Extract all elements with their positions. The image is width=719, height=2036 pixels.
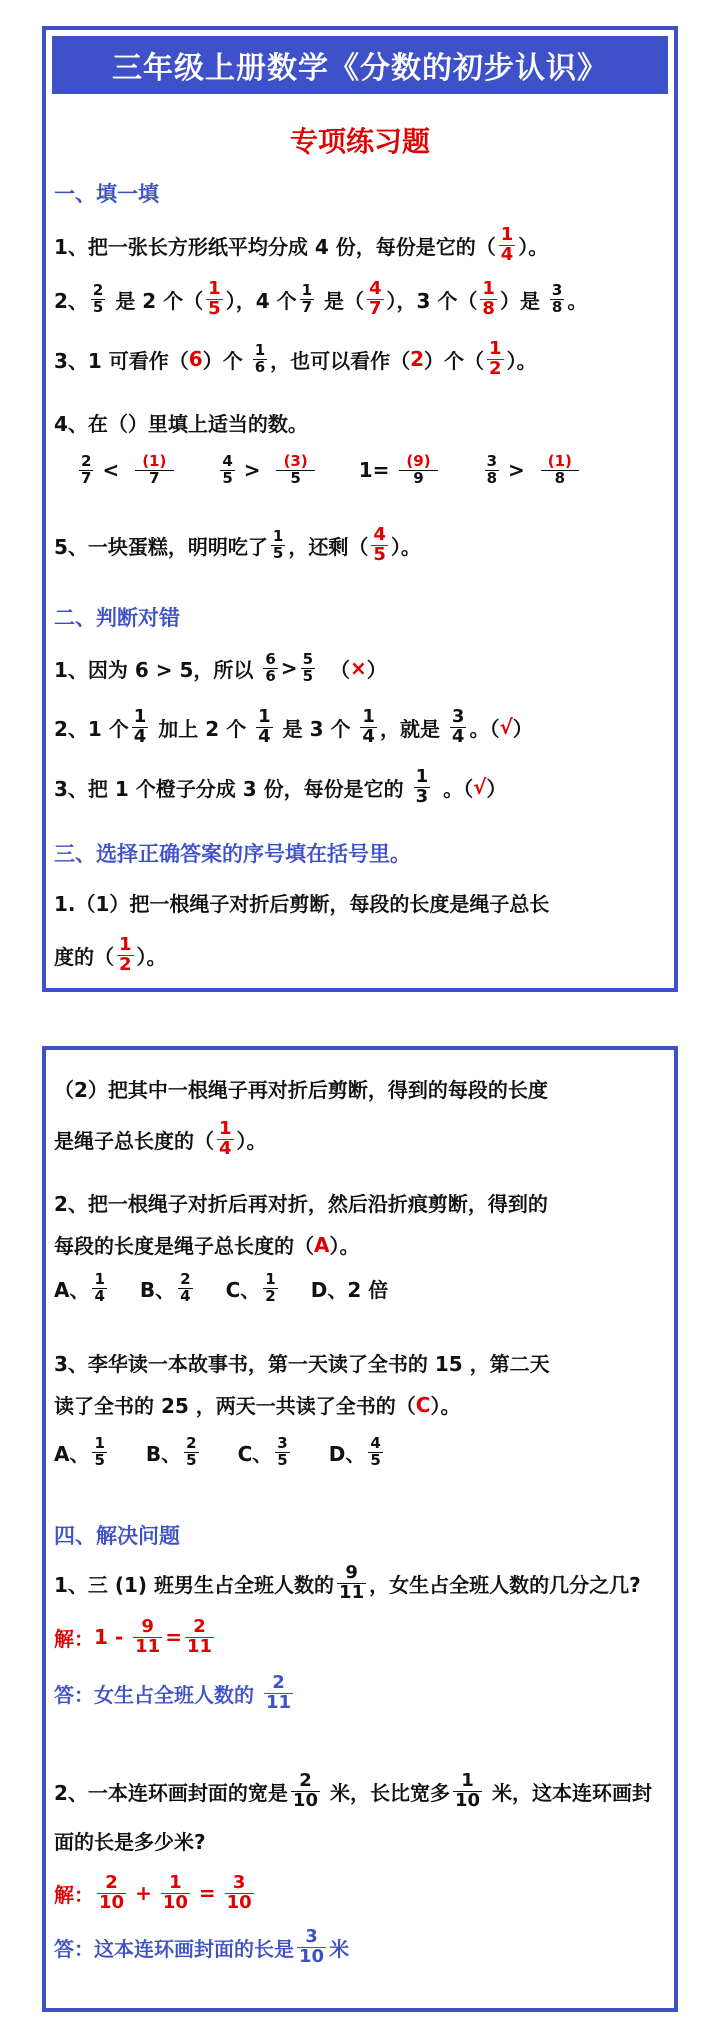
answer-fraction <box>270 454 322 487</box>
denominator: 7 <box>369 297 382 319</box>
denominator: 7 <box>81 468 92 487</box>
option-label: A、 <box>54 1277 90 1302</box>
question-text: 米，这本连环画封 <box>485 1780 652 1805</box>
fraction <box>550 283 564 316</box>
numerator: 1 <box>461 1770 474 1791</box>
denominator: 2 <box>489 357 502 379</box>
denominator: 3 <box>415 785 429 807</box>
denominator: 7 <box>301 297 313 316</box>
solve-question-2-solution <box>54 1874 666 1913</box>
fraction <box>184 1436 198 1469</box>
fraction <box>453 1772 482 1811</box>
question-text: ），4 个 <box>225 288 297 313</box>
answer-value: C <box>415 1392 431 1417</box>
numerator: 2 <box>272 1672 285 1693</box>
fraction <box>337 1564 366 1603</box>
numerator: 1 <box>415 766 429 787</box>
question-text: 是绳子总长度的（ <box>54 1128 214 1153</box>
fraction <box>79 454 93 487</box>
worksheet-card-1 <box>42 26 678 992</box>
fraction <box>300 283 314 316</box>
numerator: 1 <box>219 1118 232 1139</box>
denominator: 5 <box>92 297 104 316</box>
fraction <box>297 1928 326 1967</box>
numerator: 1 <box>362 706 375 727</box>
option-label: C、 <box>237 1441 273 1466</box>
numerator: 2 <box>105 1872 118 1893</box>
section-heading-fill: 一、填一填 <box>54 182 159 206</box>
answer-fraction <box>371 526 388 565</box>
numerator: 2 <box>81 452 92 470</box>
question-text: 5、一块蛋糕，明明吃了 <box>54 534 268 559</box>
choice-question-2-line-2 <box>54 1230 666 1259</box>
denominator: 5 <box>186 1450 197 1469</box>
numerator: 1 <box>94 1270 105 1288</box>
fraction <box>133 1618 162 1657</box>
fraction <box>132 708 149 747</box>
question-text: 读了全书的 25 ，两天一共读了全书的（ <box>54 1394 416 1418</box>
question-text: 是 2 个（ <box>108 288 204 313</box>
option-d <box>311 1274 388 1303</box>
answer-fraction <box>487 340 504 379</box>
numerator: 3 <box>277 1434 288 1452</box>
solve-question-1-solution <box>54 1618 666 1657</box>
question-text: 度的（ <box>54 944 114 969</box>
fill-question-4 <box>54 408 666 437</box>
numerator: 1 <box>265 1270 276 1288</box>
fraction <box>256 708 273 747</box>
fill-question-2 <box>54 280 666 319</box>
numerator: 4 <box>370 1434 381 1452</box>
denominator: 4 <box>94 1286 105 1305</box>
question-text: 面的长是多少米? <box>54 1830 206 1854</box>
option-c <box>226 1272 281 1305</box>
question-text: ） <box>486 776 507 801</box>
numerator: 3 <box>551 281 563 300</box>
numerator: (1) <box>142 452 167 470</box>
answer-fraction <box>117 936 134 975</box>
question-text: ）是 <box>499 288 547 313</box>
fraction <box>271 529 285 562</box>
numerator: 3 <box>451 706 465 727</box>
fraction <box>360 708 377 747</box>
denominator: 10 <box>162 1891 188 1913</box>
operator: > <box>508 458 525 483</box>
question-text: ）个 <box>202 348 250 373</box>
denominator: 8 <box>541 470 579 487</box>
numerator: 1 <box>94 1434 105 1452</box>
question-text: 3、李华读一本故事书，第一天读了全书的 15 ，第二天 <box>54 1352 550 1376</box>
solve-question-1 <box>54 1564 666 1603</box>
option-label: D、2 倍 <box>310 1277 389 1302</box>
fraction <box>161 1874 190 1913</box>
option-c <box>238 1436 293 1469</box>
comparison-item <box>76 454 183 487</box>
denominator: 11 <box>186 1635 213 1657</box>
question-text: 1、把一张长方形纸平均分成 4 份，每份是它的（ <box>54 234 496 259</box>
question-text: 1、三 (1) 班男生占全班人数的 <box>54 1572 335 1597</box>
fill-question-3 <box>54 340 666 379</box>
comparison-item <box>217 454 324 487</box>
denominator: 10 <box>454 1789 481 1811</box>
fraction <box>185 1618 214 1657</box>
solve-question-1-answer <box>54 1674 666 1713</box>
denominator: 11 <box>339 1581 365 1603</box>
judge-question-3 <box>54 768 666 807</box>
question-text: 2、一本连环画封面的宽是 <box>54 1780 288 1805</box>
fraction <box>97 1874 126 1913</box>
numerator: 2 <box>186 1434 197 1452</box>
fraction <box>485 454 499 487</box>
numerator: 1 <box>119 934 132 955</box>
answer-fraction <box>128 454 180 487</box>
numerator: 1 <box>169 1872 182 1893</box>
question-text: ，女生占全班人数的几分之几? <box>369 1572 641 1597</box>
numerator: 1 <box>489 338 502 359</box>
fraction <box>264 1674 293 1713</box>
denominator: 5 <box>370 1450 381 1469</box>
section-heading-solve: 四、解决问题 <box>54 1524 180 1548</box>
question-text: 。（ <box>443 776 474 801</box>
fill-question-1 <box>54 226 666 265</box>
operator: 1= <box>358 458 390 483</box>
question-text: ）。 <box>506 348 537 373</box>
question-text: 米，长比宽多 <box>322 1780 450 1805</box>
operator: > <box>280 656 298 681</box>
solve-question-2-line-2 <box>54 1826 666 1855</box>
denominator: 5 <box>222 468 233 487</box>
denominator: 5 <box>208 297 221 319</box>
denominator: 5 <box>276 470 314 487</box>
denominator: 4 <box>451 725 465 747</box>
comparison-item <box>482 454 589 487</box>
option-d <box>329 1436 386 1469</box>
choice-question-2 <box>54 1188 666 1217</box>
denominator: 6 <box>254 357 266 376</box>
numerator: 2 <box>193 1616 206 1637</box>
fraction <box>263 1272 277 1305</box>
choice-question-3-options <box>54 1436 666 1469</box>
denominator: 7 <box>135 470 173 487</box>
denominator: 4 <box>133 725 147 747</box>
question-text: ）个（ <box>424 348 485 373</box>
fraction <box>291 1772 320 1811</box>
worksheet-card-2 <box>42 1046 678 2012</box>
denominator: 10 <box>226 1891 252 1913</box>
denominator: 8 <box>486 468 497 487</box>
answer-fraction <box>392 454 444 487</box>
fraction <box>92 1436 106 1469</box>
option-a <box>54 1272 110 1305</box>
page-subtitle: 专项练习题 <box>289 125 430 158</box>
denominator: 2 <box>265 1286 276 1305</box>
numerator: 5 <box>302 650 313 668</box>
solve-question-2 <box>54 1772 666 1811</box>
fraction <box>220 454 234 487</box>
page-title <box>52 36 668 94</box>
denominator: 8 <box>551 297 563 316</box>
denominator: 4 <box>362 725 375 747</box>
question-text: 。 <box>567 288 588 313</box>
option-b <box>146 1436 202 1469</box>
section-heading-choice: 三、选择正确答案的序号填在括号里。 <box>54 842 411 866</box>
answer-text: 答：女生占全班人数的 <box>54 1682 261 1707</box>
question-text: ） <box>512 716 533 741</box>
answer-fraction <box>217 1120 234 1159</box>
fraction <box>253 343 267 376</box>
numerator: 3 <box>486 452 497 470</box>
denominator: 5 <box>373 543 386 565</box>
choice-question-1-part-2 <box>54 1074 666 1103</box>
solution-text: 1 - <box>94 1625 131 1650</box>
section-heading-judge: 二、判断对错 <box>54 606 180 630</box>
denominator: 5 <box>94 1450 105 1469</box>
option-label: B、 <box>145 1441 182 1466</box>
fraction <box>368 1436 382 1469</box>
numerator: 4 <box>369 278 382 299</box>
question-text: 2、把一根绳子对折后再对折，然后沿折痕剪断，得到的 <box>54 1192 548 1216</box>
question-text: ，还剩（ <box>288 534 369 559</box>
denominator: 2 <box>119 953 132 975</box>
operator: < <box>102 458 120 483</box>
question-text: 是（ <box>317 288 364 313</box>
numerator: 1 <box>208 278 221 299</box>
denominator: 4 <box>500 243 514 265</box>
numerator: 1 <box>272 527 284 546</box>
question-text: 2、 <box>54 288 88 313</box>
cross-icon: × <box>350 656 367 681</box>
numerator: 3 <box>305 1926 318 1947</box>
check-icon: √ <box>499 715 513 740</box>
question-text: 1.（1）把一根绳子对折后剪断，每段的长度是绳子总长 <box>54 892 550 916</box>
numerator: (1) <box>547 452 572 470</box>
choice-question-1-part-1 <box>54 888 666 917</box>
numerator: 1 <box>482 278 495 299</box>
numerator: 1 <box>133 706 147 727</box>
answer-text: 答：这本连环画封面的长是 <box>54 1936 294 1961</box>
numerator: 2 <box>180 1270 191 1288</box>
question-text: 。（ <box>469 716 500 741</box>
question-text: 1、因为 6 > 5，所以 <box>54 657 261 682</box>
question-text: ，就是 <box>379 716 447 741</box>
choice-question-3 <box>54 1348 666 1377</box>
numerator: 9 <box>141 1616 154 1637</box>
answer-fraction <box>206 280 223 319</box>
fraction <box>263 652 277 685</box>
fill-question-5 <box>54 526 666 565</box>
choice-question-1-part-1-line-2 <box>54 936 666 975</box>
solve-question-2-answer <box>54 1928 666 1967</box>
judge-question-2 <box>54 708 666 747</box>
denominator: 11 <box>135 1635 161 1657</box>
option-b <box>140 1272 196 1305</box>
option-a <box>54 1436 110 1469</box>
denominator: 10 <box>299 1945 325 1967</box>
solution-label: 解： <box>54 1882 94 1907</box>
numerator: 1 <box>254 341 266 360</box>
question-text: ）。 <box>136 944 167 969</box>
denominator: 8 <box>482 297 495 319</box>
fraction <box>275 1436 289 1469</box>
option-label: C、 <box>225 1277 261 1302</box>
answer-fraction <box>499 226 516 265</box>
denominator: 4 <box>258 725 271 747</box>
question-text: ，也可以看作（ <box>270 348 411 373</box>
fraction <box>414 768 431 807</box>
denominator: 4 <box>180 1286 191 1305</box>
question-text: ）。 <box>390 534 421 559</box>
question-text: ） <box>366 657 387 682</box>
question-text: 加上 2 个 <box>151 716 254 741</box>
denominator: 6 <box>265 666 276 685</box>
comparison-item <box>359 454 448 487</box>
fraction <box>91 283 105 316</box>
check-icon: √ <box>473 775 487 800</box>
numerator: 2 <box>299 1770 312 1791</box>
choice-question-1-part-2-line-2 <box>54 1120 666 1159</box>
denominator: 5 <box>277 1450 288 1469</box>
answer-fraction <box>367 280 384 319</box>
numerator: 9 <box>345 1562 358 1583</box>
judge-question-1 <box>54 652 666 685</box>
question-text: （ <box>330 657 350 682</box>
fraction <box>450 708 467 747</box>
option-label: A、 <box>54 1441 90 1466</box>
fraction <box>225 1874 254 1913</box>
numerator: 4 <box>222 452 233 470</box>
denominator: 4 <box>219 1137 232 1159</box>
numerator: 1 <box>301 281 313 300</box>
denominator: 10 <box>99 1891 125 1913</box>
answer-value: A <box>314 1232 330 1257</box>
question-text: 是 3 个 <box>275 716 358 741</box>
operator: = <box>165 1625 182 1650</box>
denominator: 11 <box>265 1691 292 1713</box>
operator: = <box>198 1881 216 1906</box>
question-text: ）。 <box>236 1128 267 1153</box>
question-text: 2、1 个 <box>54 716 129 741</box>
numerator: 2 <box>92 281 104 300</box>
question-text: （2）把其中一根绳子再对折后剪断，得到的每段的长度 <box>54 1078 548 1102</box>
numerator: 3 <box>232 1872 246 1893</box>
question-text: 3、把 1 个橙子分成 3 份，每份是它的 <box>54 776 411 801</box>
option-label: D、 <box>328 1441 366 1466</box>
question-text: ）。 <box>518 234 549 259</box>
question-text: ）。 <box>329 1234 360 1258</box>
question-text: 3、1 可看作（ <box>54 348 189 373</box>
operator: + <box>135 1881 152 1906</box>
numerator: (9) <box>406 452 431 470</box>
answer-fraction <box>480 280 497 319</box>
answer-value: 6 <box>188 347 203 372</box>
question-text: ）。 <box>430 1394 461 1418</box>
question-text: ），3 个（ <box>386 288 478 313</box>
denominator: 9 <box>399 470 437 487</box>
denominator: 5 <box>302 666 313 685</box>
fraction <box>92 1272 106 1305</box>
denominator: 10 <box>292 1789 318 1811</box>
numerator: 1 <box>258 706 271 727</box>
choice-question-2-options <box>54 1272 666 1305</box>
option-label: B、 <box>139 1277 176 1302</box>
operator: > <box>243 458 261 483</box>
solution-label: 解： <box>54 1626 94 1651</box>
page-title-text: 三年级上册数学《分数的初步认识》 <box>112 51 608 86</box>
numerator: 4 <box>373 524 386 545</box>
numerator: (3) <box>283 452 308 470</box>
fraction <box>301 652 315 685</box>
numerator: 6 <box>265 650 276 668</box>
question-text: 每段的长度是绳子总长度的（ <box>54 1234 314 1258</box>
question-text: 4、在（）里填上适当的数。 <box>54 412 308 436</box>
fraction <box>178 1272 192 1305</box>
answer-fraction <box>534 454 586 487</box>
numerator: 1 <box>500 224 514 245</box>
fill-question-4-items <box>76 454 666 487</box>
answer-value: 2 <box>410 347 425 372</box>
denominator: 5 <box>272 543 284 562</box>
choice-question-3-line-2 <box>54 1390 666 1419</box>
answer-unit: 米 <box>329 1936 350 1961</box>
